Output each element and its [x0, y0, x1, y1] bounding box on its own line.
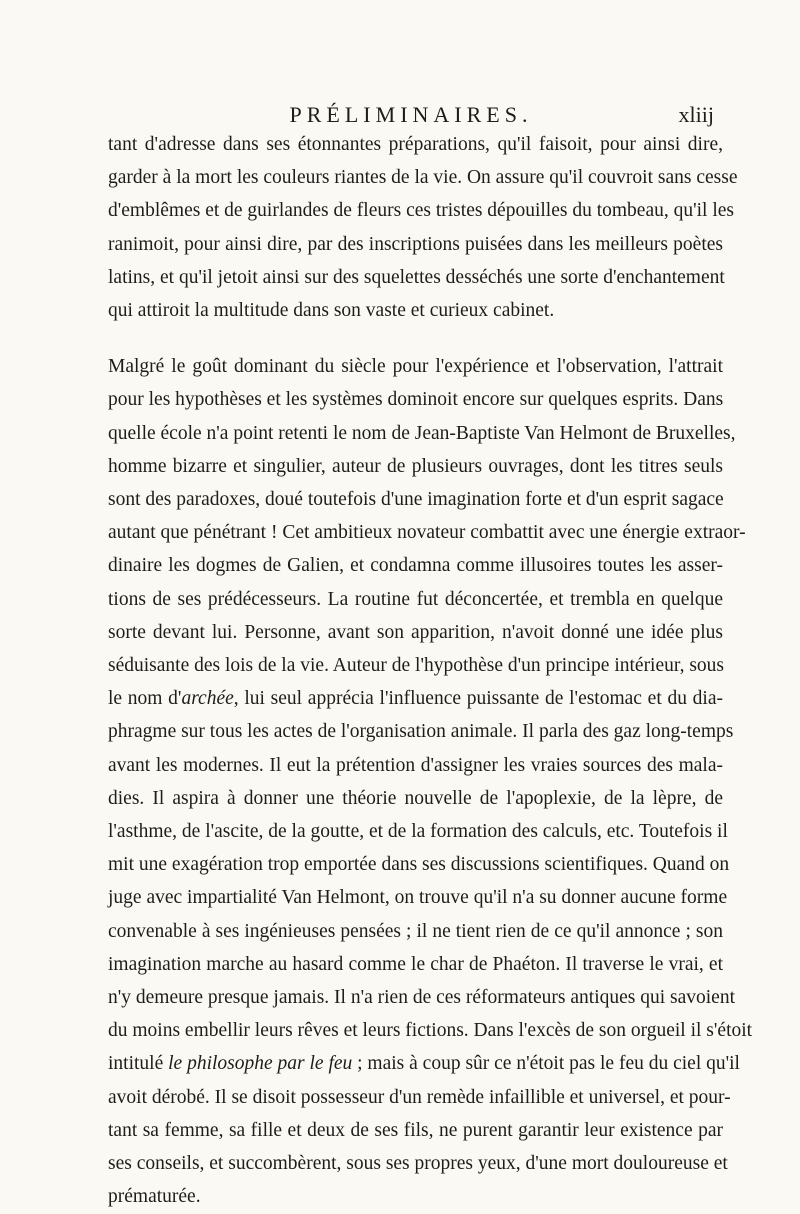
italic-term: le philosophe par le feu — [168, 1053, 353, 1075]
text-line: prématurée. — [108, 1186, 201, 1208]
text-line: pour les hypothèses et les systèmes dominoit encore sur quelques esprits. Dans — [108, 389, 724, 411]
text-line: avant les modernes. Il eut la prétention d'assigner les vraies sources des mala- — [108, 754, 723, 776]
text-line: mit une exagération trop emportée dans ses discussions scientifiques. Quand on — [108, 854, 730, 876]
text-line: tant sa femme, sa fille et deux de ses fils, ne purent garantir leur existence par — [108, 1119, 723, 1141]
text-line: n'y demeure presque jamais. Il n'a rien de ces réformateurs antiques qui savoient — [108, 987, 736, 1009]
text-line: dies. Il aspira à donner une théorie nouvelle de l'apoplexie, de la lèpre, de — [108, 787, 723, 809]
text-line: l'asthme, de l'ascite, de la goutte, et de la formation des calculs, etc. Toutefois il — [108, 821, 728, 843]
text-line: homme bizarre et singulier, auteur de plusieurs ouvrages, dont les titres seuls — [108, 455, 723, 477]
text-line: tant d'adresse dans ses étonnantes préparations, qu'il faisoit, pour ainsi dire, — [108, 134, 723, 155]
text-line: phragme sur tous les actes de l'organisation animale. Il parla des gaz long-temps — [108, 721, 734, 743]
text-line: latins, et qu'il jetoit ainsi sur des squelettes desséchés une sorte d'enchantement — [108, 266, 725, 288]
text-line: qui attiroit la multitude dans son vaste et curieux cabinet. — [108, 300, 555, 322]
text-line: sont des paradoxes, doué toutefois d'une imagination forte et d'un esprit sagace — [108, 489, 724, 511]
paragraph-1 — [108, 128, 738, 327]
body-text — [108, 128, 753, 1214]
text-line: imagination marche au hasard comme le char de Phaéton. Il traverse le vrai, et — [108, 953, 723, 975]
italic-term: archée — [181, 688, 234, 710]
text-line: séduisante des lois de la vie. Auteur de l'hypothèse d'un principe intérieur, sous — [108, 655, 725, 677]
text-line: tions de ses prédécesseurs. La routine fut déconcertée, et trembla en quelque — [108, 588, 723, 610]
text-line: autant que pénétrant ! Cet ambitieux novateur combattit avec une énergie extraor- — [108, 522, 746, 544]
page-number: xliij — [678, 102, 714, 127]
text-line: garder à la mort les couleurs riantes de la vie. On assure qu'il couvroit sans cesse — [108, 167, 738, 189]
running-head — [108, 98, 714, 132]
text-line: ranimoit, pour ainsi dire, par des inscriptions puisées dans les meilleurs poètes — [108, 233, 723, 255]
text-line: avoit dérobé. Il se disoit possesseur d'un remède infaillible et universel, et pour- — [108, 1086, 731, 1108]
text-line: dinaire les dogmes de Galien, et condamna comme illusoires toutes les asser- — [108, 555, 723, 577]
text-line: quelle école n'a point retenti le nom de Jean-Baptiste Van Helmont de Bruxelles, — [108, 422, 736, 444]
text-line: juge avec impartialité Van Helmont, on trouve qu'il n'a su donner aucune forme — [108, 887, 728, 909]
running-title: PRÉLIMINAIRES. — [289, 102, 533, 127]
text-line: sorte devant lui. Personne, avant son apparition, n'avoit donné une idée plus — [108, 621, 723, 643]
paragraph-2 — [108, 350, 753, 1213]
text-line: ses conseils, et succombèrent, sous ses propres yeux, d'une mort douloureuse et — [108, 1153, 728, 1175]
text-line: d'emblêmes et de guirlandes de fleurs ces tristes dépouilles du tombeau, qu'il les — [108, 200, 734, 222]
text-line: convenable à ses ingénieuses pensées ; il ne tient rien de ce qu'il annonce ; son — [108, 920, 723, 942]
text-line: intitulé le philosophe par le feu ; mais à coup sûr ce n'étoit pas le feu du ciel qu'il — [108, 1053, 740, 1075]
text-line: le nom d'archée, lui seul apprécia l'influence puissante de l'estomac et du dia- — [108, 688, 723, 710]
text-line: du moins embellir leurs rêves et leurs fictions. Dans l'excès de son orgueil il s'étoit — [108, 1020, 753, 1042]
text-line: Malgré le goût dominant du siècle pour l'expérience et l'observation, l'attrait — [108, 356, 723, 378]
